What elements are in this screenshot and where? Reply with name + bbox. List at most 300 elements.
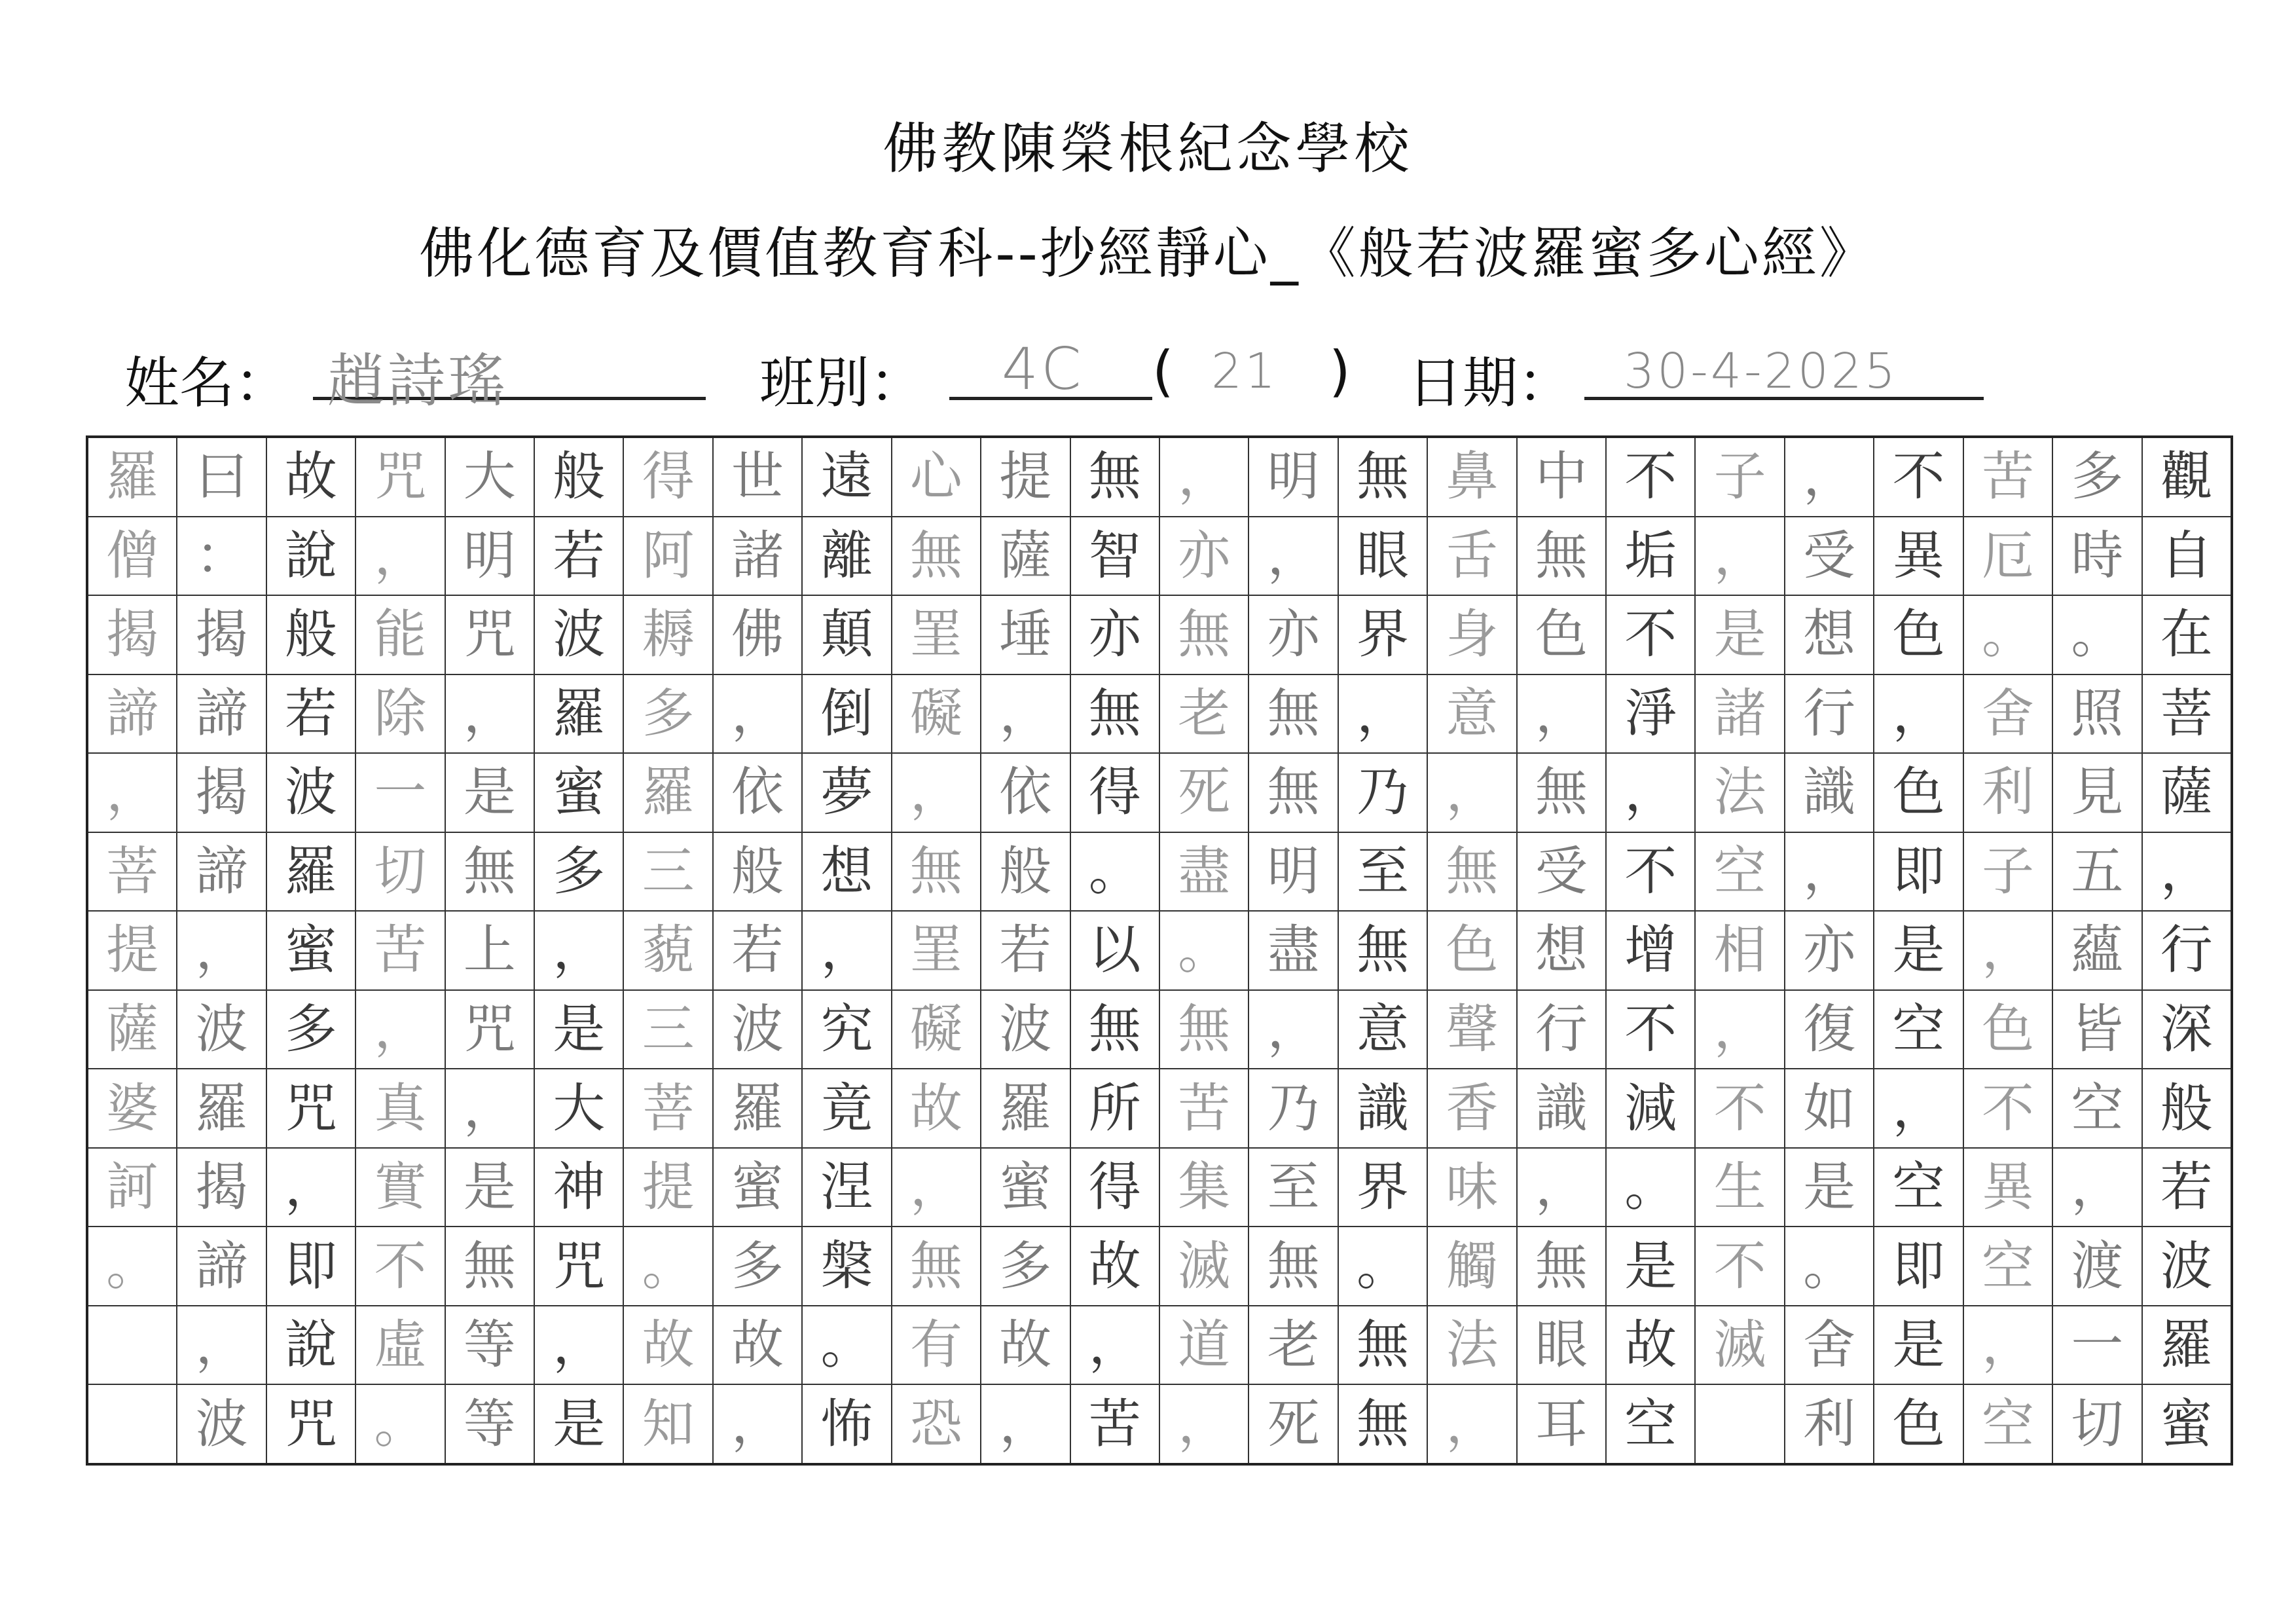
grid-cell: 遠 <box>803 438 890 517</box>
grid-cell: 空 <box>2053 1069 2141 1149</box>
grid-cell: 自 <box>2143 517 2231 597</box>
grid-cell: 切 <box>356 833 444 912</box>
grid-cell: 行 <box>1518 991 1605 1070</box>
grid-cell: 菩 <box>88 833 176 912</box>
grid-cell: 老 <box>1160 675 1248 754</box>
grid-cell: 三 <box>624 991 712 1070</box>
grid-cell: 苦 <box>356 912 444 991</box>
grid-cell: 般 <box>981 833 1069 912</box>
grid-cell: 依 <box>714 754 801 833</box>
grid-cell: ， <box>267 1149 355 1228</box>
grid-cell: 心 <box>892 438 980 517</box>
grid-column <box>266 438 355 1463</box>
grid-cell: 無 <box>446 1227 534 1306</box>
grid-cell: 埵 <box>981 596 1069 675</box>
grid-cell: ， <box>1785 438 1873 517</box>
grid-cell: 夢 <box>803 754 890 833</box>
grid-cell: 見 <box>2053 754 2141 833</box>
grid-cell: 虛 <box>356 1306 444 1386</box>
grid-cell: 羅 <box>267 833 355 912</box>
grid-cell: 想 <box>1785 596 1873 675</box>
grid-column <box>534 438 623 1463</box>
grid-column <box>1873 438 1962 1463</box>
grid-cell: 提 <box>88 912 176 991</box>
grid-cell: 婆 <box>88 1069 176 1149</box>
grid-cell: 咒 <box>356 438 444 517</box>
grid-cell: 波 <box>195 1393 248 1454</box>
grid-cell: 渡 <box>2053 1227 2141 1306</box>
grid-cell: 知 <box>642 1393 695 1454</box>
grid-cell: 多 <box>981 1227 1069 1306</box>
grid-cell: 神 <box>535 1149 623 1228</box>
grid-cell: 苦 <box>1160 1069 1248 1149</box>
school-title: 佛教陳榮根紀念學校 <box>883 117 1413 181</box>
grid-cell: 亦 <box>1071 596 1159 675</box>
grid-cell: 。 <box>1607 1149 1694 1228</box>
grid-column <box>1248 438 1337 1463</box>
grid-cell: ， <box>1339 675 1427 754</box>
grid-cell: 僧 <box>88 517 176 597</box>
grid-cell: 無 <box>892 833 980 912</box>
grid-cell: 舍 <box>1785 1306 1873 1386</box>
grid-cell: ， <box>2053 1149 2141 1228</box>
grid-cell: 是 <box>446 1149 534 1228</box>
grid-column <box>1516 438 1605 1463</box>
grid-column <box>712 438 801 1463</box>
grid-cell: 得 <box>1071 754 1159 833</box>
grid-cell: 般 <box>714 833 801 912</box>
grid-cell: 諦 <box>177 1227 265 1306</box>
grid-cell: ， <box>177 912 265 991</box>
grid-cell: ， <box>88 754 176 833</box>
grid-cell: 無 <box>892 1227 980 1306</box>
grid-cell: 死 <box>1160 754 1248 833</box>
grid-cell: 中 <box>1518 438 1605 517</box>
grid-cell: 識 <box>1518 1069 1605 1149</box>
grid-cell: 波 <box>535 596 623 675</box>
grid-cell: 是 <box>535 991 623 1070</box>
grid-cell: 羅 <box>714 1069 801 1149</box>
grid-cell: 眼 <box>1339 517 1427 597</box>
grid-cell: 多 <box>535 833 623 912</box>
grid-cell: 多 <box>714 1227 801 1306</box>
grid-cell: 生 <box>1696 1149 1783 1228</box>
grid-cell: 羅 <box>2143 1306 2231 1386</box>
grid-column <box>1070 438 1159 1463</box>
grid-cell: 故 <box>714 1306 801 1386</box>
grid-cell: 咒 <box>535 1227 623 1306</box>
grid-cell: 大 <box>446 438 534 517</box>
grid-column <box>623 438 712 1463</box>
grid-cell: ， <box>1518 675 1605 754</box>
grid-cell: ， <box>1249 991 1337 1070</box>
grid-cell: 至 <box>1339 833 1427 912</box>
grid-cell: 諦 <box>88 675 176 754</box>
grid-cell: ， <box>1964 1306 2052 1386</box>
grid-cell: 空 <box>1696 833 1783 912</box>
grid-cell: 香 <box>1428 1069 1516 1149</box>
grid-cell: 子 <box>1696 438 1783 517</box>
grid-column <box>2052 438 2141 1463</box>
grid-cell: 苦 <box>1964 438 2052 517</box>
grid-cell: ， <box>1696 991 1783 1070</box>
grid-cell: ， <box>981 675 1069 754</box>
grid-cell: 道 <box>1160 1306 1248 1386</box>
grid-cell: 。 <box>1160 912 1248 991</box>
grid-cell: 不 <box>1874 438 1962 517</box>
grid-cell: 即 <box>1874 833 1962 912</box>
grid-cell: 依 <box>981 754 1069 833</box>
grid-cell: 槃 <box>803 1227 890 1306</box>
grid-cell: 集 <box>1160 1149 1248 1228</box>
grid-cell: 提 <box>981 438 1069 517</box>
grid-cell: 礙 <box>892 991 980 1070</box>
grid-cell: 空 <box>1874 1149 1962 1228</box>
grid-cell: 觸 <box>1428 1227 1516 1306</box>
grid-cell: 空 <box>1624 1393 1677 1454</box>
grid-cell: 不 <box>1607 596 1694 675</box>
grid-cell: 怖 <box>820 1393 873 1454</box>
grid-cell: ， <box>803 912 890 991</box>
grid-cell: ， <box>892 1149 980 1228</box>
grid-column <box>176 438 265 1463</box>
grid-cell <box>1696 1385 1783 1463</box>
grid-cell: 無 <box>1428 833 1516 912</box>
grid-cell: 明 <box>1249 833 1337 912</box>
grid-cell: 諸 <box>1696 675 1783 754</box>
grid-cell: 減 <box>1607 1069 1694 1149</box>
grid-cell: 諦 <box>177 833 265 912</box>
grid-column <box>88 438 176 1463</box>
grid-cell: 是 <box>1874 912 1962 991</box>
class-label: 班別： <box>759 351 925 415</box>
grid-cell: 無 <box>1071 438 1159 517</box>
grid-cell: 空 <box>1981 1393 2034 1454</box>
grid-cell: ， <box>1874 675 1962 754</box>
grid-cell: 若 <box>267 675 355 754</box>
grid-cell: 乃 <box>1339 754 1427 833</box>
grid-cell: 智 <box>1071 517 1159 597</box>
grid-cell: 若 <box>2143 1149 2231 1228</box>
grid-column <box>801 438 890 1463</box>
grid-cell: 蜜 <box>535 754 623 833</box>
grid-cell: ， <box>892 754 980 833</box>
grid-cell: 亦 <box>1160 517 1248 597</box>
grid-cell: ， <box>446 675 534 754</box>
grid-cell: 蜜 <box>2160 1393 2213 1454</box>
grid-cell: 礙 <box>892 675 980 754</box>
grid-cell: 。 <box>1071 833 1159 912</box>
grid-column <box>980 438 1069 1463</box>
grid-cell: ， <box>356 517 444 597</box>
grid-cell: 說 <box>267 1306 355 1386</box>
grid-cell: ， <box>1249 517 1337 597</box>
grid-cell: 真 <box>356 1069 444 1149</box>
grid-cell: 咒 <box>267 1069 355 1149</box>
grid-cell: 以 <box>1071 912 1159 991</box>
grid-cell: ， <box>999 1393 1052 1454</box>
grid-column <box>1963 438 2052 1463</box>
grid-cell: 空 <box>1964 1227 2052 1306</box>
grid-cell: 相 <box>1696 912 1783 991</box>
grid-cell: 故 <box>892 1069 980 1149</box>
grid-cell: 多 <box>267 991 355 1070</box>
grid-cell: 時 <box>2053 517 2141 597</box>
grid-cell: 羅 <box>981 1069 1069 1149</box>
grid-cell: 無 <box>892 517 980 597</box>
grid-cell: ， <box>177 1306 265 1386</box>
grid-cell: 故 <box>267 438 355 517</box>
grid-cell: 苦 <box>1088 1393 1141 1454</box>
grid-cell: 。 <box>1964 596 2052 675</box>
grid-cell: 厄 <box>1964 517 2052 597</box>
grid-cell: 究 <box>803 991 890 1070</box>
grid-cell: 舌 <box>1428 517 1516 597</box>
grid-cell: 是 <box>446 754 534 833</box>
grid-cell: 佛 <box>714 596 801 675</box>
grid-cell: 受 <box>1785 517 1873 597</box>
grid-column <box>355 438 444 1463</box>
grid-cell <box>88 1306 176 1386</box>
grid-cell: 滅 <box>1696 1306 1783 1386</box>
grid-cell: 罣 <box>892 596 980 675</box>
grid-cell: 揭 <box>88 596 176 675</box>
grid-cell: 色 <box>1428 912 1516 991</box>
class-value: 4C <box>1002 335 1084 403</box>
grid-cell: ， <box>1696 517 1783 597</box>
grid-cell: 罣 <box>892 912 980 991</box>
grid-cell: 咒 <box>446 596 534 675</box>
grid-cell: 明 <box>446 517 534 597</box>
grid-cell: ， <box>1071 1306 1159 1386</box>
grid-column <box>2141 438 2231 1463</box>
grid-cell: 界 <box>1339 1149 1427 1228</box>
grid-cell: 無 <box>1249 1227 1337 1306</box>
grid-cell: 咒 <box>284 1393 337 1454</box>
grid-cell: 識 <box>1785 754 1873 833</box>
grid-cell: 。 <box>374 1393 427 1454</box>
grid-cell: 不 <box>1607 833 1694 912</box>
grid-cell: 不 <box>1696 1069 1783 1149</box>
grid-cell: 揭 <box>177 1149 265 1228</box>
grid-cell: 訶 <box>88 1149 176 1228</box>
grid-cell: 受 <box>1518 833 1605 912</box>
grid-cell: 菩 <box>2143 675 2231 754</box>
grid-cell: 是 <box>553 1393 606 1454</box>
grid-cell: 不 <box>1607 991 1694 1070</box>
grid-cell: 想 <box>1518 912 1605 991</box>
student-info-row <box>0 327 2296 415</box>
grid-cell: 色 <box>1874 754 1962 833</box>
grid-cell: 異 <box>1874 517 1962 597</box>
grid-cell: 蘊 <box>2053 912 2141 991</box>
grid-cell: 即 <box>267 1227 355 1306</box>
grid-cell: 行 <box>2143 912 2231 991</box>
grid-cell: 阿 <box>624 517 712 597</box>
grid-cell: 子 <box>1964 833 2052 912</box>
grid-cell: 無 <box>1339 438 1427 517</box>
grid-column <box>1694 438 1783 1463</box>
grid-cell: 。 <box>88 1227 176 1306</box>
grid-cell: 切 <box>2071 1393 2124 1454</box>
grid-cell: 亦 <box>1249 596 1337 675</box>
grid-cell: 涅 <box>803 1149 890 1228</box>
number-paren-open: ( <box>1152 339 1174 403</box>
grid-cell: 鼻 <box>1428 438 1516 517</box>
grid-cell: 能 <box>356 596 444 675</box>
grid-cell: 波 <box>981 991 1069 1070</box>
grid-cell: 。 <box>803 1306 890 1386</box>
grid-cell: 曰 <box>177 438 265 517</box>
grid-cell: 無 <box>1160 991 1248 1070</box>
grid-cell: 無 <box>1339 1306 1427 1386</box>
grid-cell: ， <box>1428 754 1516 833</box>
grid-cell: 故 <box>1071 1227 1159 1306</box>
grid-cell: 無 <box>1071 675 1159 754</box>
grid-cell: 盡 <box>1160 833 1248 912</box>
grid-cell: 垢 <box>1607 517 1694 597</box>
grid-cell: 行 <box>1785 675 1873 754</box>
grid-cell: 死 <box>1267 1393 1320 1454</box>
grid-cell: 淨 <box>1607 675 1694 754</box>
grid-cell: 法 <box>1696 754 1783 833</box>
grid-cell: 羅 <box>535 675 623 754</box>
grid-cell: 得 <box>1071 1149 1159 1228</box>
grid-column <box>1605 438 1694 1463</box>
grid-cell: 。 <box>624 1227 712 1306</box>
grid-cell: 眼 <box>1518 1306 1605 1386</box>
grid-cell: 皆 <box>2053 991 2141 1070</box>
grid-cell: 識 <box>1339 1069 1427 1149</box>
grid-cell: 即 <box>1874 1227 1962 1306</box>
name-label: 姓名： <box>124 351 290 415</box>
name-value: 趙詩瑤 <box>327 347 509 415</box>
grid-cell: 波 <box>177 991 265 1070</box>
date-label: 日期： <box>1408 351 1573 415</box>
grid-cell: 上 <box>446 912 534 991</box>
grid-cell: ： <box>177 517 265 597</box>
grid-cell <box>88 1385 176 1463</box>
grid-cell: 無 <box>1249 754 1337 833</box>
grid-cell: 無 <box>1249 675 1337 754</box>
grid-cell: 般 <box>267 596 355 675</box>
grid-cell: 等 <box>463 1393 516 1454</box>
grid-cell: 羅 <box>624 754 712 833</box>
grid-cell: 耳 <box>1535 1393 1588 1454</box>
grid-cell: 羅 <box>177 1069 265 1149</box>
grid-cell: 不 <box>1696 1227 1783 1306</box>
grid-cell: 蜜 <box>267 912 355 991</box>
grid-cell: 利 <box>1964 754 2052 833</box>
grid-cell: 般 <box>535 438 623 517</box>
grid-cell: 不 <box>356 1227 444 1306</box>
grid-cell: 異 <box>1964 1149 2052 1228</box>
grid-cell: 深 <box>2143 991 2231 1070</box>
writing-grid <box>86 435 2233 1466</box>
grid-cell: 是 <box>1785 1149 1873 1228</box>
grid-cell: 無 <box>1071 991 1159 1070</box>
grid-cell: 蜜 <box>714 1149 801 1228</box>
grid-column <box>1159 438 1248 1463</box>
grid-cell: 想 <box>803 833 890 912</box>
grid-cell: 至 <box>1249 1149 1337 1228</box>
grid-cell: ， <box>1160 438 1248 517</box>
grid-cell: 是 <box>1696 596 1783 675</box>
grid-cell: 五 <box>2053 833 2141 912</box>
grid-cell: 身 <box>1428 596 1516 675</box>
grid-cell: 耨 <box>624 596 712 675</box>
grid-cell: ， <box>356 991 444 1070</box>
grid-cell: 增 <box>1607 912 1694 991</box>
grid-cell: 故 <box>624 1306 712 1386</box>
grid-cell: 無 <box>1518 754 1605 833</box>
grid-cell: ， <box>1178 1393 1231 1454</box>
grid-cell: 盡 <box>1249 912 1337 991</box>
grid-cell: 揭 <box>177 754 265 833</box>
grid-cell: 諸 <box>714 517 801 597</box>
grid-cell: ， <box>535 912 623 991</box>
grid-cell: 多 <box>624 675 712 754</box>
grid-cell: 所 <box>1071 1069 1159 1149</box>
grid-cell: 利 <box>1803 1393 1856 1454</box>
grid-cell: 色 <box>1964 991 2052 1070</box>
grid-cell: ， <box>714 675 801 754</box>
grid-cell: 世 <box>714 438 801 517</box>
grid-cell: 無 <box>1339 912 1427 991</box>
grid-cell: 不 <box>1607 438 1694 517</box>
grid-cell: 界 <box>1339 596 1427 675</box>
grid-cell: 觀 <box>2143 438 2231 517</box>
grid-cell: 味 <box>1428 1149 1516 1228</box>
grid-cell: 藐 <box>624 912 712 991</box>
grid-cell: 蜜 <box>981 1149 1069 1228</box>
grid-cell: 滅 <box>1160 1227 1248 1306</box>
grid-cell: ， <box>2143 833 2231 912</box>
grid-cell: ， <box>1964 912 2052 991</box>
grid-column <box>1338 438 1427 1463</box>
grid-cell: 無 <box>1356 1393 1409 1454</box>
grid-cell: 如 <box>1785 1069 1873 1149</box>
grid-cell: 波 <box>2143 1227 2231 1306</box>
grid-cell: 明 <box>1249 438 1337 517</box>
grid-cell: 在 <box>2143 596 2231 675</box>
grid-cell: ， <box>1607 754 1694 833</box>
grid-cell: 故 <box>1607 1306 1694 1386</box>
grid-cell: 薩 <box>981 517 1069 597</box>
grid-cell: ， <box>1785 833 1873 912</box>
grid-cell: 羅 <box>88 438 176 517</box>
grid-cell: 提 <box>624 1149 712 1228</box>
grid-cell: 無 <box>446 833 534 912</box>
grid-cell: 薩 <box>88 991 176 1070</box>
grid-cell: 乃 <box>1249 1069 1337 1149</box>
grid-cell: 揭 <box>177 596 265 675</box>
date-value: 30-4-2025 <box>1624 343 1898 399</box>
grid-cell: 說 <box>267 517 355 597</box>
grid-cell: 是 <box>1874 1306 1962 1386</box>
grid-column <box>1427 438 1516 1463</box>
grid-cell: 空 <box>1874 991 1962 1070</box>
grid-cell: 咒 <box>446 991 534 1070</box>
grid-cell: 照 <box>2053 675 2141 754</box>
grid-cell: 等 <box>446 1306 534 1386</box>
number-paren-close: ) <box>1329 339 1351 403</box>
grid-cell: 離 <box>803 517 890 597</box>
worksheet-title: 佛化德育及價值教育科--抄經靜心_《般若波羅蜜多心經》 <box>419 221 1877 286</box>
grid-cell: 倒 <box>803 675 890 754</box>
grid-cell: 法 <box>1428 1306 1516 1386</box>
grid-cell: 大 <box>535 1069 623 1149</box>
